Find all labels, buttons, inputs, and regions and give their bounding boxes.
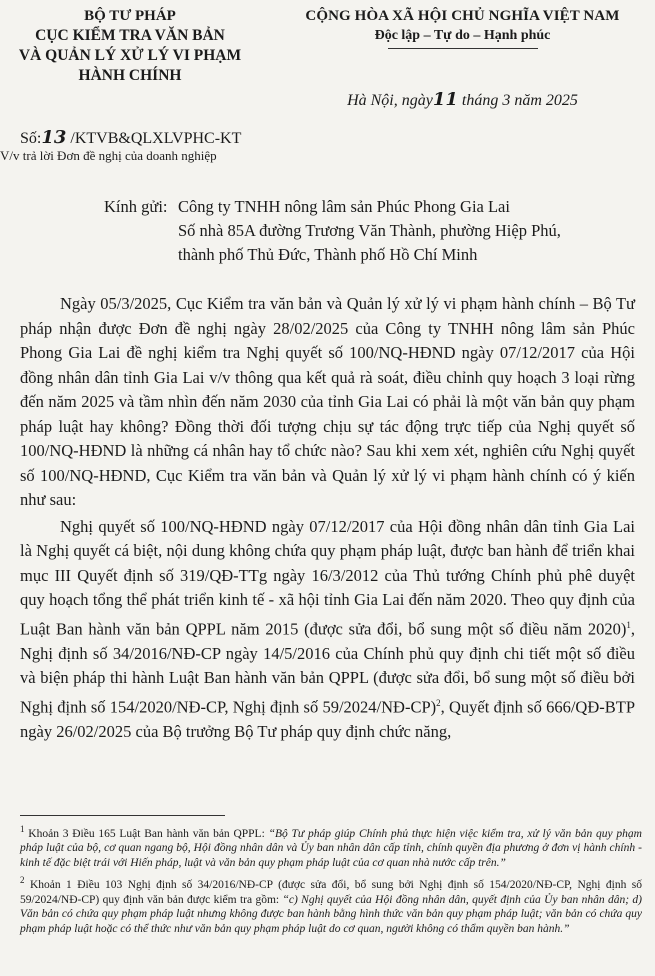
recipient-street: Số nhà 85A đường Trương Văn Thành, phường Hiệp Phú,: [178, 221, 561, 240]
department-name-line1: CỤC KIỂM TRA VĂN BẢN: [35, 27, 225, 44]
footnote-1-number: 1: [20, 824, 25, 834]
national-motto: Độc lập – Tự do – Hạnh phúc: [374, 28, 551, 43]
date-day-handwritten: 11: [432, 89, 458, 110]
body-paragraph-2-part-b: , Nghị định số 34/2016/NĐ-CP ngày 14/5/2016 của Chính phủ quy định chi tiết một số điều và biện pháp thi hành Luật Ban hành văn bản QPPL (được sửa đổi, bổ sung một số điều bởi Nghị định số 154/2020/NĐ-CP, Nghị định số 59/2024/NĐ-CP): [20, 619, 635, 716]
ministry-name: BỘ TƯ PHÁP: [84, 8, 176, 24]
motto-underline: [388, 48, 538, 49]
letter-body: [20, 292, 635, 746]
footnotes: [20, 822, 642, 939]
footnote-ref-1: 1: [626, 619, 631, 630]
footnote-1-text: Khoản 3 Điều 165 Luật Ban hành văn bản QPPL:: [28, 827, 269, 840]
body-paragraph-2-part-c: , Quyết định số 666/QĐ-BTP ngày 26/02/2025 của Bộ trưởng Bộ Tư pháp quy định chức năng,: [20, 697, 636, 741]
body-paragraph-2: [20, 515, 635, 745]
doc-number-suffix: /KTVB&QLXLVPHC-KT: [70, 130, 242, 147]
recipient-company: Công ty TNHH nông lâm sản Phúc Phong Gia Lai: [178, 197, 510, 216]
recipient-label: Kính gửi:: [104, 197, 168, 216]
department-name-line2: VÀ QUẢN LÝ XỬ LÝ VI PHẠM: [18, 47, 242, 64]
footnote-2-number: 2: [20, 875, 25, 886]
document-subject: V/v trả lời Đơn đề nghị của doanh nghiệp: [0, 148, 217, 163]
department-name-line3: HÀNH CHÍNH: [78, 67, 182, 84]
footnote-2-text: Khoản 1 Điều 103 Nghị định số 34/2016/NĐ-CP (được sửa đổi, bổ sung bởi Nghị định số 154/2020/NĐ-CP, Nghị định số 59/2024/NĐ-CP) quy định văn bản được kiểm tra gồm:: [20, 879, 643, 906]
document-date: [270, 89, 655, 110]
footnote-separator: [20, 815, 225, 816]
national-title: CỘNG HÒA XÃ HỘI CHỦ NGHĨA VIỆT NAM: [305, 8, 620, 24]
date-suffix: tháng 3 năm 2025: [461, 92, 578, 109]
footnote-ref-2: 2: [436, 697, 441, 708]
body-paragraph-2-part-a: Nghị quyết số 100/NQ-HĐND ngày 07/12/2017 của Hội đồng nhân dân tỉnh Gia Lai là Nghị quyết cá biệt, nội dung không chứa quy phạm pháp luật, được ban hành để triển khai mục III Quyết định số 319/QĐ-TTg ngày 16/3/2012 của Thủ tướng Chính phủ phê duyệt quy hoạch tổng thể phát triển kinh tế - xã hội tỉnh Gia Lai đến năm 2020. Theo quy định của Luật Ban hành văn bản QPPL năm 2015 (được sửa đổi, bổ sung một số điều năm 2020): [20, 516, 635, 638]
recipient-address: [178, 195, 561, 267]
document-number: [20, 127, 241, 148]
doc-number-handwritten: 13: [41, 127, 67, 148]
footnote-2: [20, 873, 642, 936]
national-title-block: [270, 6, 655, 49]
footnote-1-quote: “Bộ Tư pháp giúp Chính phủ thực hiện việc kiểm tra, xử lý văn bản quy phạm pháp luật của bộ, cơ quan ngang bộ, Hội đồng nhân dân và Ủy ban nhân dân cấp tỉnh, chính quyền địa phương ở đơn vị hành chính - kinh tế đặc biệt trái với Hiến pháp, luật và văn bản quy phạm pháp luật của cơ quan nhà nước cấp trên.”: [20, 827, 642, 869]
doc-number-prefix: Số:: [20, 130, 42, 147]
date-prefix: Hà Nội, ngày: [347, 92, 433, 109]
issuer-block: [0, 6, 260, 86]
body-paragraph-1: Ngày 05/3/2025, Cục Kiểm tra văn bản và Quản lý xử lý vi phạm hành chính – Bộ Tư pháp nhận được Đơn đề nghị ngày 28/02/2025 của Công ty TNHH nông lâm sản Phúc Phong Gia Lai đề nghị kiểm tra Nghị quyết số 100/NQ-HĐND ngày 07/12/2017 của Hội đồng nhân dân tỉnh Gia Lai v/v thông qua kết quả rà soát, điều chỉnh quy hoạch 3 loại rừng đến năm 2025 và tầm nhìn đến năm 2030 của tỉnh Gia Lai có phải là một văn bản quy phạm pháp luật hay không? Đồng thời đối tượng chịu sự tác động trực tiếp của Nghị quyết số 100/NQ-HĐND là những cá nhân hay tổ chức nào? Sau khi xem xét, nghiên cứu Nghị quyết số 100/NQ-HĐND, Cục Kiểm tra văn bản và Quản lý xử lý vi phạm hành chính có ý kiến như sau:: [20, 294, 635, 509]
recipient-city: thành phố Thủ Đức, Thành phố Hồ Chí Minh: [178, 245, 478, 264]
footnote-1: [20, 822, 642, 870]
footnote-2-quote: “c) Nghị quyết của Hội đồng nhân dân, quyết định của Ủy ban nhân dân; d) Văn bản có chứa quy phạm pháp luật nhưng không được ban hành bằng hình thức văn bản quy phạm pháp luật; văn bản có chứa quy phạm pháp luật hoặc có thể thức như văn bản quy phạm pháp luật do cơ quan, người không có thẩm quyền ban hành.”: [20, 893, 642, 935]
